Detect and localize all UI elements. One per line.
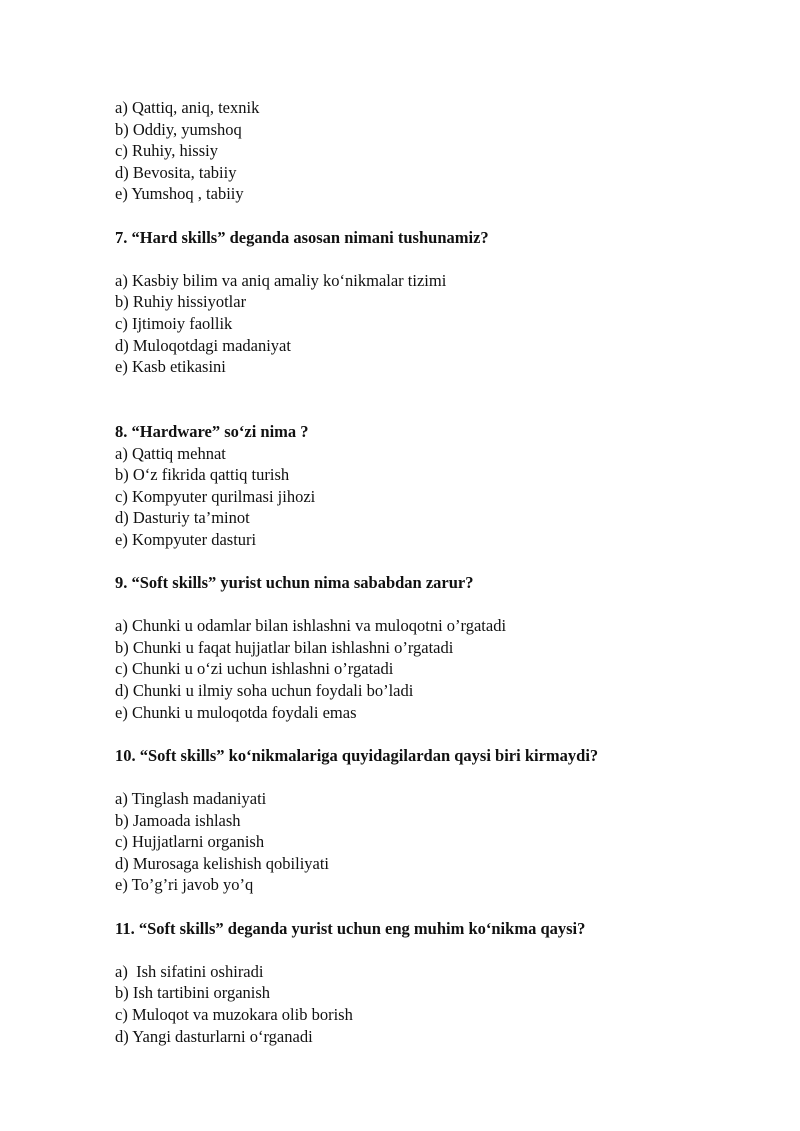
option-8b: b) O‘z fikrida qattiq turish <box>115 465 290 485</box>
option-8d: d) Dasturiy ta’minot <box>115 508 250 528</box>
option-6d: d) Bevosita, tabiiy <box>115 162 237 182</box>
question-8 <box>115 421 715 551</box>
question-11-title: 11. “Soft skills” deganda yurist uchun eng muhim ko‘nikma qaysi? <box>115 918 586 938</box>
option-9b: b) Chunki u faqat hujjatlar bilan ishlashni o’rgatadi <box>115 637 454 657</box>
option-9d: d) Chunki u ilmiy soha uchun foydali bo’ladi <box>115 681 414 701</box>
option-7e: e) Kasb etikasini <box>115 357 226 377</box>
option-11a: a) Ish sifatini oshiradi <box>115 961 264 981</box>
document-page <box>115 97 715 1047</box>
question-7-title: 7. “Hard skills” deganda asosan nimani tushunamiz? <box>115 227 489 247</box>
option-11c: c) Muloqot va muzokara olib borish <box>115 1004 353 1024</box>
option-8e: e) Kompyuter dasturi <box>115 529 257 549</box>
option-8c: c) Kompyuter qurilmasi jihozi <box>115 486 316 506</box>
question-11 <box>115 918 715 1048</box>
option-11b: b) Ish tartibini organish <box>115 983 271 1003</box>
option-6c: c) Ruhiy, hissiy <box>115 141 218 161</box>
option-8a: a) Qattiq mehnat <box>115 443 226 463</box>
option-11d: d) Yangi dasturlarni o‘rganadi <box>115 1026 313 1046</box>
option-6a: a) Qattiq, aniq, texnik <box>115 98 260 117</box>
question-9-title: 9. “Soft skills” yurist uchun nima sababdan zarur? <box>115 573 474 593</box>
option-7d: d) Muloqotdagi madaniyat <box>115 335 291 355</box>
option-10d: d) Murosaga kelishish qobiliyati <box>115 853 330 873</box>
option-10e: e) To’g’ri javob yo’q <box>115 875 254 895</box>
option-10b: b) Jamoada ishlash <box>115 810 241 830</box>
question-8-title: 8. “Hardware” so‘zi nima ? <box>115 421 309 441</box>
question-7 <box>115 227 715 378</box>
option-6b: b) Oddiy, yumshoq <box>115 119 242 139</box>
question-10-title: 10. “Soft skills” ko‘nikmalariga quyidagilardan qaysi biri kirmaydi? <box>115 745 599 765</box>
question-9 <box>115 572 715 723</box>
option-7b: b) Ruhiy hissiyotlar <box>115 292 247 312</box>
option-10a: a) Tinglash madaniyati <box>115 789 267 808</box>
option-7a: a) Kasbiy bilim va aniq amaliy ko‘nikmalar tizimi <box>115 270 447 290</box>
option-7c: c) Ijtimoiy faollik <box>115 313 233 333</box>
option-9c: c) Chunki u o‘zi uchun ishlashni o’rgatadi <box>115 659 394 679</box>
option-6e: e) Yumshoq , tabiiy <box>115 184 244 204</box>
option-9a: a) Chunki u odamlar bilan ishlashni va muloqotni o’rgatadi <box>115 616 507 636</box>
question-6-options <box>115 97 715 205</box>
option-10c: c) Hujjatlarni organish <box>115 832 265 852</box>
question-10 <box>115 745 715 896</box>
option-9e: e) Chunki u muloqotda foydali emas <box>115 702 357 722</box>
